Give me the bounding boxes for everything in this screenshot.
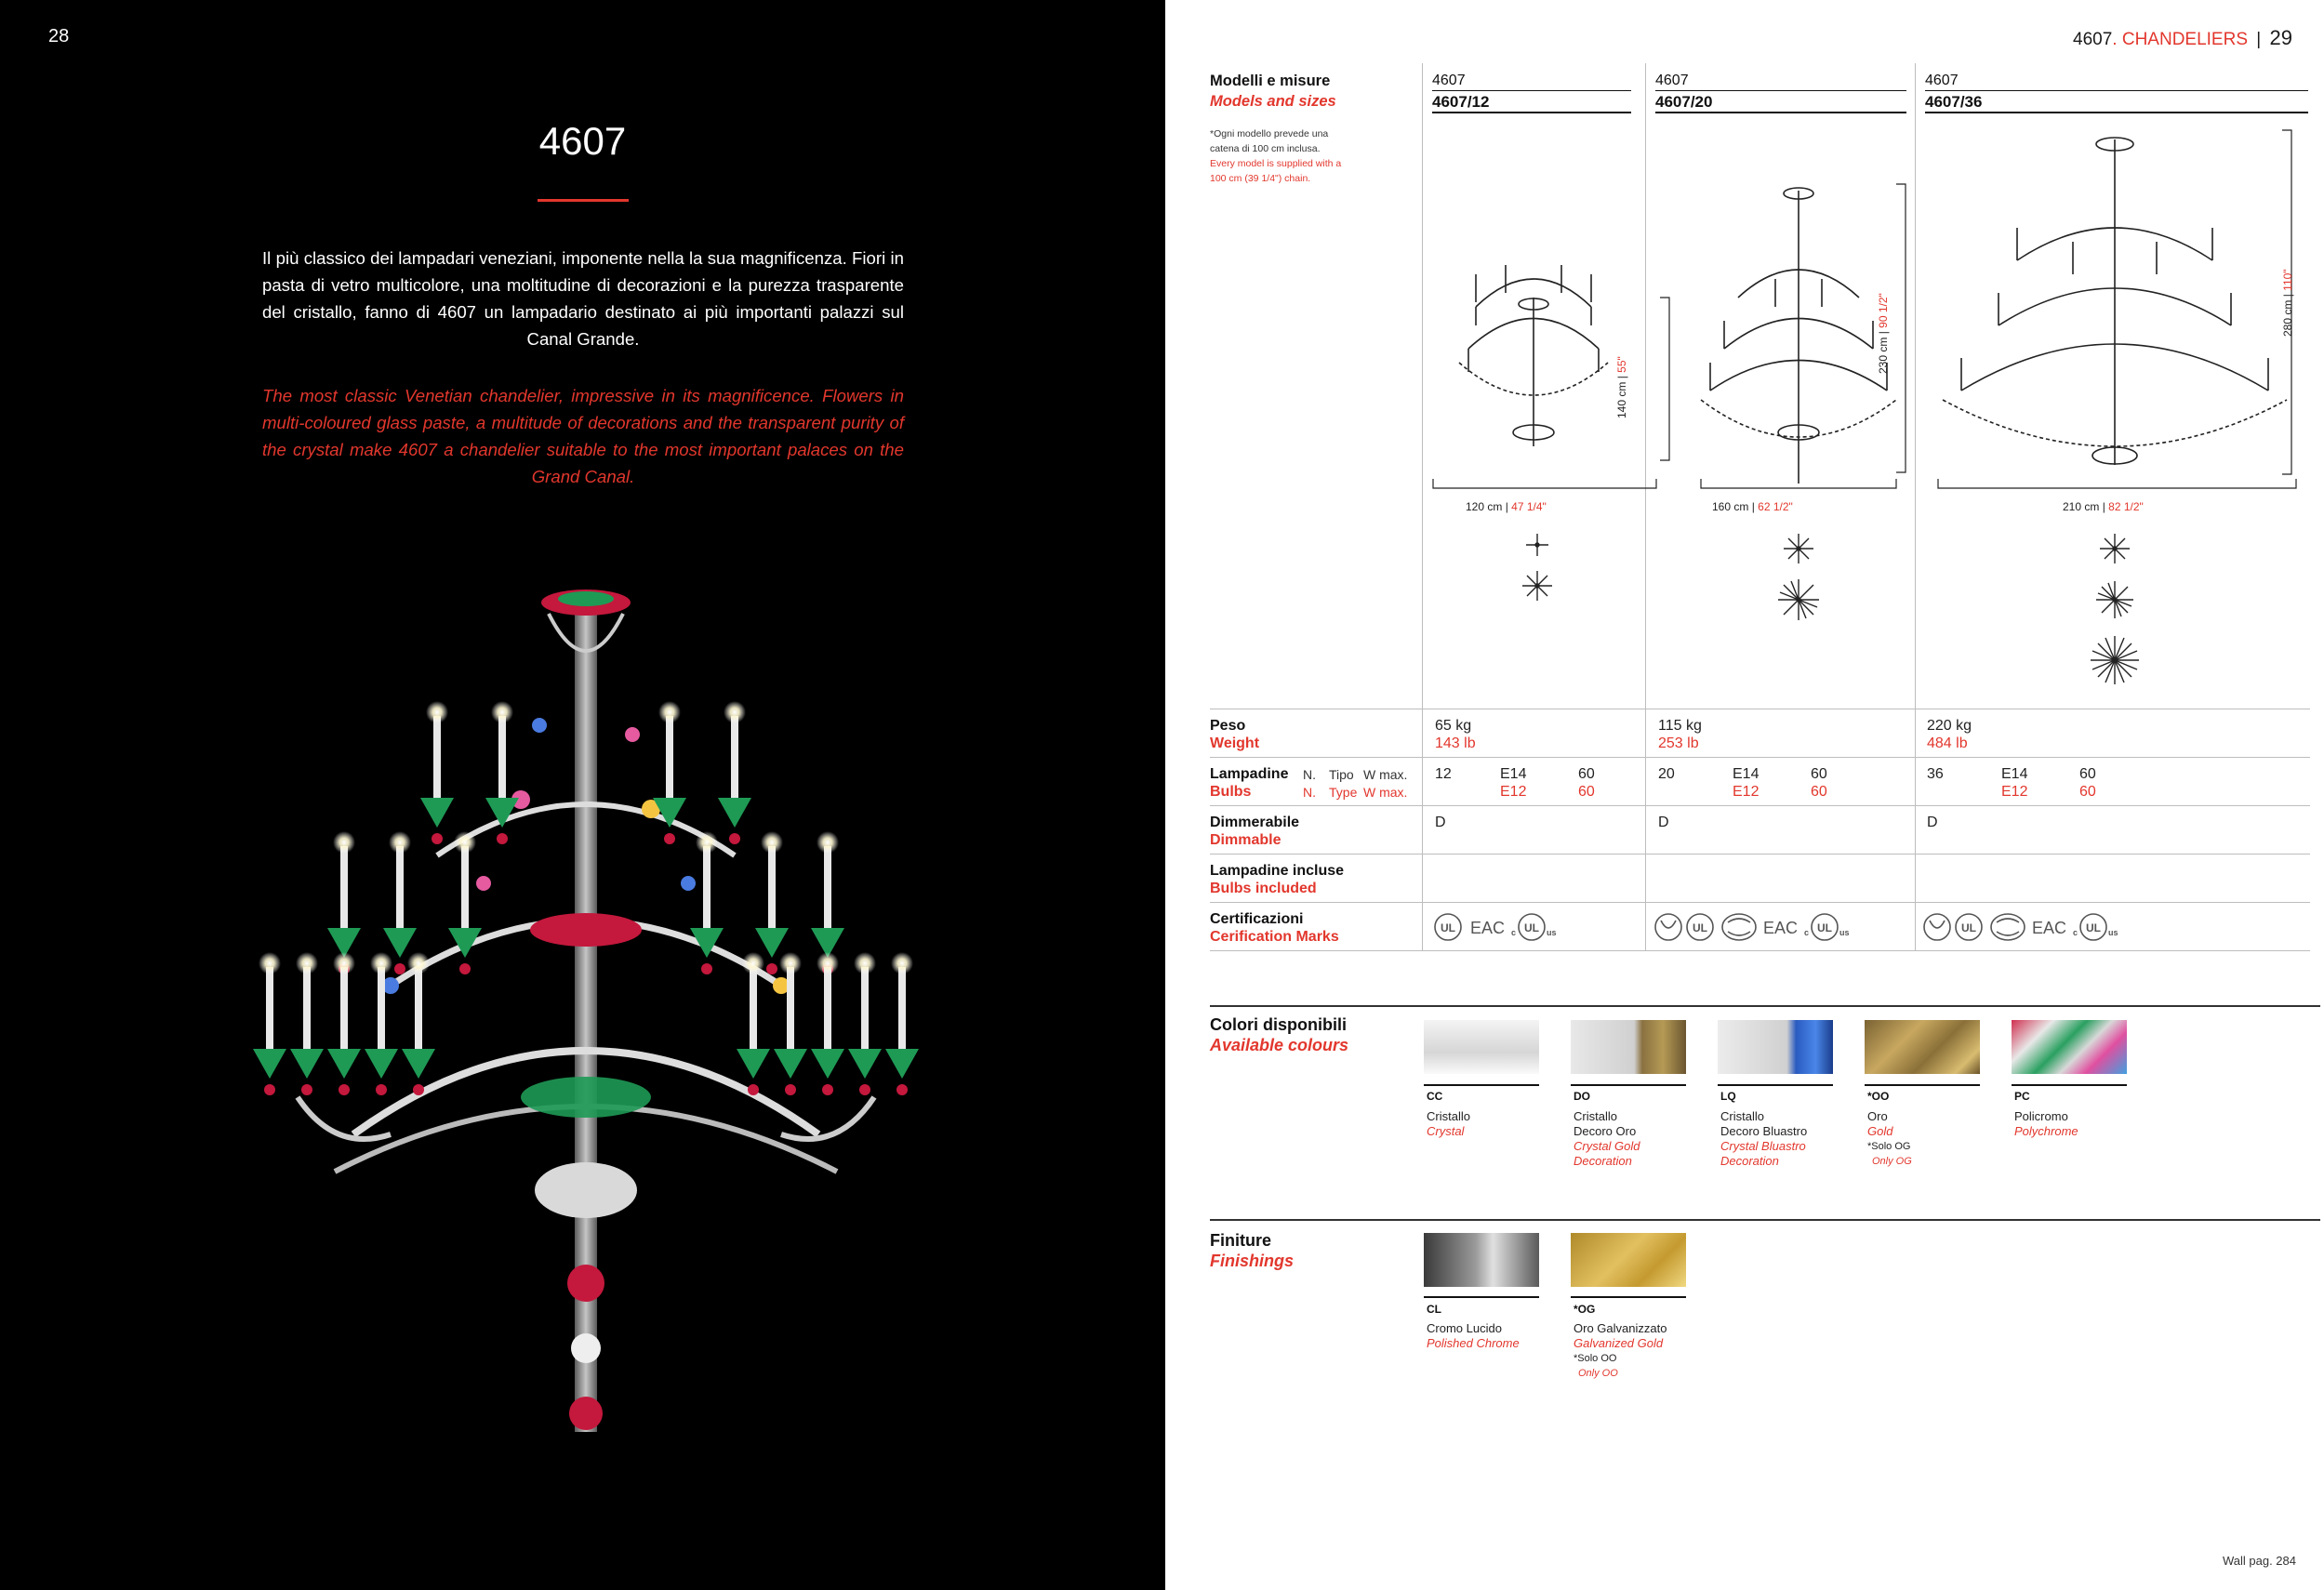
drawing-4607-20 (1701, 188, 1896, 484)
height-in: 55" (1615, 356, 1628, 373)
bulbs-type-alt: E12 (1500, 784, 1527, 800)
candle (824, 967, 831, 1051)
candle-flame (742, 952, 764, 974)
models-header-it: Modelli e misure (1210, 73, 1331, 89)
title-underline (538, 199, 629, 202)
c-label: c (1511, 928, 1517, 937)
width-cm: 160 cm (1712, 500, 1749, 513)
chain-note-it: Ogni modello prevede una catena di 100 cm inclusa. (1210, 128, 1329, 154)
candle-flame (407, 952, 430, 974)
table-divider (1210, 757, 2310, 758)
candle-cup (718, 798, 751, 828)
weight-lb: 484 lb (1927, 735, 1968, 751)
models-header-en: Models and sizes (1210, 93, 1336, 110)
candle (340, 846, 348, 930)
bulbs-type: E14 (1500, 766, 1527, 782)
dimension-height: 280 cm | 110" (2281, 269, 2294, 337)
height-in: 90 1/2" (1877, 293, 1890, 328)
bulbs-type-header: Tipo (1329, 767, 1354, 782)
bulbs-n-header: N. (1303, 767, 1316, 782)
swatch-polychrome (2012, 1020, 2127, 1074)
height-cm: 140 cm (1615, 381, 1628, 418)
candle-flame (454, 831, 476, 854)
candle-flame (891, 952, 913, 974)
candle-drop (748, 1084, 759, 1095)
running-head-dot: . (2112, 30, 2118, 49)
candle-flame (658, 701, 681, 723)
width-in: 62 1/2" (1758, 500, 1793, 513)
weight-lb: 143 lb (1435, 735, 1476, 751)
model-name: 4607/12 (1432, 93, 1490, 111)
colour-name: Cristallo (1427, 1109, 1470, 1123)
bulbs-watt: 60 (1811, 766, 1827, 782)
page-number-left: 28 (48, 26, 70, 46)
dimension-width: 160 cm | 62 1/2" (1712, 500, 1793, 513)
ul-icon-label: UL (1693, 921, 1707, 934)
bulbs-watt-alt: 60 (1811, 784, 1827, 800)
certs-label: Certificazioni (1210, 911, 1304, 927)
footer-cross-reference: Wall pag. 284 (2222, 1554, 2296, 1568)
width-in: 82 1/2" (2108, 500, 2144, 513)
candle (898, 967, 906, 1051)
bulbs-type-alt: E12 (2001, 784, 2028, 800)
candle-cup (402, 1049, 435, 1079)
dimension-height: 140 cm | 55" (1615, 356, 1628, 418)
swatch-crystal-gold (1571, 1020, 1686, 1074)
swatch-rule (1865, 1084, 1980, 1086)
candle-drop (394, 963, 405, 974)
page-number-right: 29 (2269, 26, 2292, 49)
candle-cup (365, 1049, 398, 1079)
right-page (1165, 0, 2324, 1590)
candle-drop (701, 963, 712, 974)
width-cm: 210 cm (2063, 500, 2100, 513)
bulbs-n-header-en: N. (1303, 785, 1316, 800)
bulbs-label-en: Bulbs (1210, 784, 1252, 800)
candle (266, 967, 273, 1051)
swatch-polished-chrome (1424, 1233, 1539, 1287)
bulbs-watt-alt: 60 (1578, 784, 1595, 800)
finishes-section-rule (1210, 1219, 2320, 1221)
model-rule (1655, 90, 1906, 91)
bulbs-label: Lampadine (1210, 766, 1289, 782)
bulbs-type-alt: E12 (1733, 784, 1760, 800)
candle-flame (259, 952, 281, 974)
colour-name: Decoro Oro (1574, 1124, 1637, 1138)
model-family: 4607 (1432, 73, 1466, 88)
candle-flame (333, 952, 355, 974)
cert-marks-4607-12 (1433, 911, 1638, 943)
chain-note-en: Every model is supplied with a 100 cm (39 1/4") chain. (1210, 158, 1342, 184)
colour-name: Cristallo (1720, 1109, 1764, 1123)
candle (731, 716, 738, 800)
colour-name-en: Gold (1867, 1124, 1893, 1138)
candle (666, 716, 673, 800)
finishes-title-en: Finishings (1210, 1252, 1294, 1270)
table-divider (1210, 854, 2310, 855)
candle (824, 846, 831, 930)
colour-code: *OO (1867, 1090, 1890, 1103)
eac-icon: EAC (1763, 919, 1799, 937)
intro-text-italian: Il più classico dei lampadari veneziani, imponente nella la sua magnificenza. Fiori in pasta di vetro multicolore, una moltitudine di decorazioni e la purezza trasparente del cristallo, fanno di 4607 un lampadario destinato ai più importanti palazzi sul Canal Grande. (262, 248, 904, 349)
candle (768, 846, 776, 930)
colour-name-en: Polychrome (2014, 1124, 2078, 1138)
bulbs-type-header-en: Type (1329, 785, 1358, 800)
bulbs-count: 12 (1435, 766, 1452, 782)
swatch-rule (1424, 1084, 1539, 1086)
candle-drop (432, 833, 443, 844)
cert-marks-4607-20 (1653, 911, 1914, 943)
colour-code: LQ (1720, 1090, 1736, 1103)
colour-name: Cristallo (1574, 1109, 1617, 1123)
chain-note-asterisk: * (1210, 128, 1215, 139)
candle-drop (822, 1084, 833, 1095)
running-head-code: 4607 (2073, 30, 2113, 49)
colours-section-rule (1210, 1005, 2320, 1007)
running-head-separator: | (2256, 30, 2262, 49)
bulbs-count: 20 (1658, 766, 1675, 782)
bulbs-included-label-en: Bulbs included (1210, 881, 1317, 896)
dimension-width: 120 cm | 47 1/4" (1466, 500, 1547, 513)
candle-flame (389, 831, 411, 854)
weight-lb: 253 lb (1658, 735, 1699, 751)
swatch-rule (1718, 1084, 1833, 1086)
bulbs-watt: 60 (2079, 766, 2096, 782)
bulbs-included-label: Lampadine incluse (1210, 863, 1345, 879)
colour-note-en: Only OG (1872, 1156, 1912, 1167)
colours-title-en: Available colours (1210, 1036, 1349, 1054)
dimension-height: 230 cm | 90 1/2" (1877, 293, 1890, 374)
candle (787, 967, 794, 1051)
swatch-rule (2012, 1084, 2127, 1086)
model-name: 4607/36 (1925, 93, 1983, 111)
candle-flame (491, 701, 513, 723)
c-label: c (1804, 928, 1810, 937)
chandelier-photo (242, 576, 930, 1469)
drawing-4607-36 (1943, 138, 2287, 465)
height-cm: 230 cm (1877, 337, 1890, 374)
dimmable-value: D (1927, 815, 1938, 830)
finish-name-en: Galvanized Gold (1574, 1336, 1664, 1350)
cert-marks-4607-36 (1922, 911, 2183, 943)
dimmable-label: Dimmerabile (1210, 815, 1300, 830)
candle-cup (253, 1049, 286, 1079)
candle-flame (761, 831, 783, 854)
eac-icon: EAC (2032, 919, 2067, 937)
model-family: 4607 (1925, 73, 1959, 88)
finish-note-en: Only OO (1578, 1368, 1618, 1379)
candle-cup (327, 1049, 361, 1079)
candle (861, 967, 869, 1051)
candle (340, 967, 348, 1051)
candle (703, 846, 710, 930)
swatch-rule (1571, 1084, 1686, 1086)
bulbs-count: 36 (1927, 766, 1944, 782)
colour-name: Oro (1867, 1109, 1888, 1123)
swatch-gold (1865, 1020, 1980, 1074)
running-head-category: CHANDELIERS (2121, 30, 2249, 49)
finish-name: Oro Galvanizzato (1574, 1321, 1667, 1335)
candle-drop (729, 833, 740, 844)
table-divider (1210, 950, 2310, 951)
weight-kg: 220 kg (1927, 718, 1972, 734)
us-label: us (1547, 928, 1557, 937)
colour-name-en: Crystal (1427, 1124, 1465, 1138)
colour-code: DO (1574, 1090, 1590, 1103)
candle (303, 967, 311, 1051)
finish-note: *Solo OO (1574, 1353, 1617, 1364)
intro-text-english: The most classic Venetian chandelier, impressive in its magnificence. Flowers in multi-coloured glass paste, a multitude of decorations and the transparent purity of the crystal make 4607 a chandelier suitable to the most important palaces on the Grand Canal. (262, 386, 904, 486)
candle-drop (859, 1084, 870, 1095)
chain-note (1210, 126, 1359, 186)
technical-drawings (1422, 112, 2310, 707)
height-cm: 280 cm (2281, 299, 2294, 337)
candle-drop (459, 963, 471, 974)
c-label: c (2073, 928, 2078, 937)
candle-cup (811, 1049, 844, 1079)
candle-flame (370, 952, 392, 974)
candle (461, 846, 469, 930)
model-family: 4607 (1655, 73, 1689, 88)
model-rule (1925, 90, 2308, 91)
imq-icon (1924, 914, 1950, 940)
candle-drop (413, 1084, 424, 1095)
candle-drop (785, 1084, 796, 1095)
drawing-4607-12 (1459, 265, 1608, 446)
candle-cup (774, 1049, 807, 1079)
candle-cup (755, 928, 789, 958)
candle-cup (848, 1049, 882, 1079)
candle-flame (696, 831, 718, 854)
bulbs-watt-alt: 60 (2079, 784, 2096, 800)
colour-name: Policromo (2014, 1109, 2068, 1123)
colour-code: PC (2014, 1090, 2030, 1103)
weight-kg: 115 kg (1658, 718, 1702, 734)
candle (415, 967, 422, 1051)
candle-drop (766, 963, 777, 974)
candle-drop (339, 1084, 350, 1095)
finish-code: *OG (1574, 1303, 1596, 1316)
bulbs-w-header-en: W max. (1363, 785, 1408, 800)
candle-flame (779, 952, 802, 974)
swatch-rule (1571, 1296, 1686, 1298)
ul-label: UL (1524, 921, 1539, 934)
candle (433, 716, 441, 800)
candle-drop (896, 1084, 908, 1095)
candle-cup (383, 928, 417, 958)
width-in: 47 1/4" (1511, 500, 1547, 513)
candle (378, 967, 385, 1051)
colours-title: Colori disponibili (1210, 1015, 1347, 1034)
weight-label-en: Weight (1210, 735, 1260, 751)
us-label: us (1839, 928, 1850, 937)
bulbs-type: E14 (2001, 766, 2028, 782)
running-head (2073, 26, 2292, 50)
finish-name: Cromo Lucido (1427, 1321, 1502, 1335)
dimmable-value: D (1658, 815, 1669, 830)
candle-drop (264, 1084, 275, 1095)
height-in: 110" (2281, 269, 2294, 291)
colour-code: CC (1427, 1090, 1443, 1103)
candle (498, 716, 506, 800)
ul-icon-label: UL (1441, 921, 1455, 934)
candle-cup (737, 1049, 770, 1079)
swatch-crystal (1424, 1020, 1539, 1074)
candle-flame (333, 831, 355, 854)
dimmable-label-en: Dimmable (1210, 832, 1282, 848)
model-rule (1432, 90, 1631, 91)
width-cm: 120 cm (1466, 500, 1503, 513)
product-title: 4607 (538, 119, 627, 163)
weight-kg: 65 kg (1435, 718, 1472, 734)
candle-drop (664, 833, 675, 844)
bulbs-watt: 60 (1578, 766, 1595, 782)
colour-name: Decoro Bluastro (1720, 1124, 1808, 1138)
table-divider (1210, 902, 2310, 903)
colour-note: *Solo OG (1867, 1141, 1911, 1152)
candle-cup (885, 1049, 919, 1079)
weight-label: Peso (1210, 718, 1246, 734)
candle (396, 846, 404, 930)
imq-icon (1655, 914, 1681, 940)
candle-flame (854, 952, 876, 974)
swatch-galvanized-gold (1571, 1233, 1686, 1287)
swatch-crystal-blue (1718, 1020, 1833, 1074)
eac-icon: EAC (1470, 919, 1506, 937)
finish-code: CL (1427, 1303, 1441, 1316)
candle-flame (426, 701, 448, 723)
dimmable-value: D (1435, 815, 1446, 830)
finishes-title: Finiture (1210, 1231, 1271, 1250)
finish-name-en: Polished Chrome (1427, 1336, 1520, 1350)
swatch-rule (1424, 1296, 1539, 1298)
candle-cup (290, 1049, 324, 1079)
ul-label: UL (1817, 921, 1832, 934)
bulbs-type: E14 (1733, 766, 1760, 782)
dimension-width: 210 cm | 82 1/2" (2063, 500, 2144, 513)
ul-icon-label: UL (1961, 921, 1976, 934)
colour-name-en: Decoration (1720, 1154, 1779, 1168)
colour-name-en: Crystal Bluastro (1720, 1139, 1806, 1153)
us-label: us (2108, 928, 2118, 937)
candle (750, 967, 757, 1051)
candle-flame (817, 952, 839, 974)
candle-drop (376, 1084, 387, 1095)
candle-flame (724, 701, 746, 723)
colour-name-en: Decoration (1574, 1154, 1632, 1168)
candle-drop (301, 1084, 312, 1095)
bulb-layout-diagrams (1522, 534, 2139, 684)
ul-label: UL (2086, 921, 2101, 934)
table-divider (1210, 805, 2310, 806)
candle-flame (817, 831, 839, 854)
candle-flame (296, 952, 318, 974)
model-name: 4607/20 (1655, 93, 1713, 111)
bulbs-w-header: W max. (1363, 767, 1408, 782)
colour-name-en: Crystal Gold (1574, 1139, 1640, 1153)
candle-drop (497, 833, 508, 844)
certs-label-en: Cerification Marks (1210, 929, 1339, 945)
candle-cup (420, 798, 454, 828)
